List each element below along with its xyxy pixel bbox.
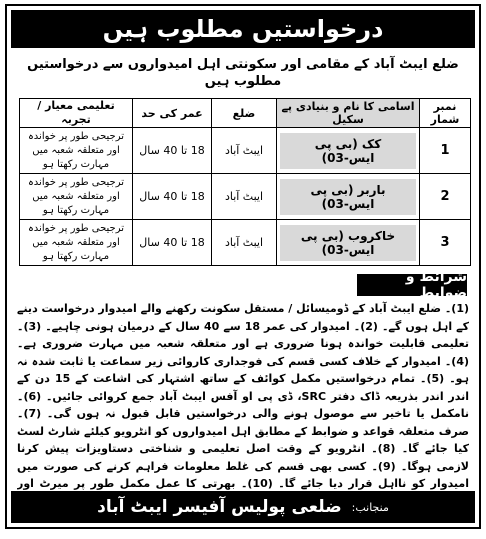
advertisement bbox=[5, 4, 481, 529]
header-age: عمر کی حد bbox=[133, 99, 212, 128]
table-header-row bbox=[20, 99, 471, 128]
row-serial: 2 bbox=[420, 174, 471, 220]
row-serial: 3 bbox=[420, 220, 471, 266]
row-serial: 1 bbox=[420, 128, 471, 174]
row-post bbox=[277, 174, 420, 220]
subtitle: ضلع ایبٹ آباد کے مقامی اور سکونتی اہل امیدواروں سے درخواستیں مطلوب ہیں bbox=[27, 57, 459, 89]
row-district: ایبٹ آباد bbox=[212, 220, 277, 266]
conditions-title: شرائط و ضوابط bbox=[357, 274, 467, 296]
table-row bbox=[20, 220, 471, 266]
header-serial: نمبر شمار bbox=[420, 99, 471, 128]
footer-label: منجانب: bbox=[351, 500, 389, 514]
row-age: 18 تا 40 سال bbox=[133, 128, 212, 174]
row-post bbox=[277, 220, 420, 266]
row-age: 18 تا 40 سال bbox=[133, 220, 212, 266]
row-district: ایبٹ آباد bbox=[212, 128, 277, 174]
title-banner bbox=[11, 10, 475, 48]
row-qualification: ترجیحی طور پر خواندہ اور متعلقہ شعبہ میں مہارت رکھتا ہو bbox=[20, 220, 133, 266]
footer-banner bbox=[11, 491, 475, 523]
issuing-office: ضلعی پولیس آفیسر ایبٹ آباد bbox=[97, 497, 342, 517]
row-district: ایبٹ آباد bbox=[212, 174, 277, 220]
header-qualification: تعلیمی معیار / تجربہ bbox=[20, 99, 133, 128]
table-row bbox=[20, 128, 471, 174]
post-name: باربر (بی پی ایس-03) bbox=[280, 179, 416, 215]
row-age: 18 تا 40 سال bbox=[133, 174, 212, 220]
row-qualification: ترجیحی طور پر خواندہ اور متعلقہ شعبہ میں مہارت رکھتا ہو bbox=[20, 174, 133, 220]
post-name: خاکروب (بی پی ایس-03) bbox=[280, 225, 416, 261]
post-name: کک (بی پی ایس-03) bbox=[280, 133, 416, 169]
table-row bbox=[20, 174, 471, 220]
posts-table bbox=[19, 98, 471, 266]
row-post bbox=[277, 128, 420, 174]
header-district: ضلع bbox=[212, 99, 277, 128]
page-title: درخواستیں مطلوب ہیں bbox=[102, 15, 384, 43]
conditions-body: (1)۔ ضلع ایبٹ آباد کے ڈومیسائل / مستقل سکونت رکھنے والے امیدوار درخواست دینے کے اہل ہوں گے۔ (2)۔ امیدوار کی عمر 18 سے 40 سال کے درمیان ہونی چاہیے۔ (3)۔ تعلیمی قابلیت خواندہ ہونا ضروری ہے اور متعلقہ شعبہ میں مہارت ضروری ہے۔ (4)۔ امیدوار کے خلاف کسی قسم کی فوجداری کاروائی زیر سماعت یا ثابت شدہ نہ ہو۔ (5)۔ تمام درخواستیں مکمل کوائف کے ساتھ اشتہار کی اشاعت کے 15 دن کے اندر اندر بذریعہ ڈاک دفتر SRC، ڈی پی او آفس ایبٹ آباد جمع کروائی جائیں۔ (6)۔ نامکمل یا تاخیر سے موصول ہونے والی درخواستیں قابل قبول نہ ہوں گی۔ (7)۔ صرف متعلقہ قواعد و ضوابط کے مطابق اہل امیدواروں کو انٹرویو کیلئے شارٹ لسٹ کیا جائے گا۔ (8)۔ انٹرویو کے وقت اصل تعلیمی و شناختی دستاویزات پیش کرنا لازمی ہوگا۔ (9)۔ کسی بھی قسم کی غلط معلومات فراہم کرنے کی صورت میں امیدوار کو نااہل قرار دیا جائے گا۔ (10)۔ بھرتی کا عمل مکمل طور پر میرٹ اور bbox=[17, 302, 469, 490]
header-post: اسامی کا نام و بنیادی پے سکیل bbox=[277, 99, 420, 128]
row-qualification: ترجیحی طور پر خواندہ اور متعلقہ شعبہ میں مہارت رکھتا ہو bbox=[20, 128, 133, 174]
